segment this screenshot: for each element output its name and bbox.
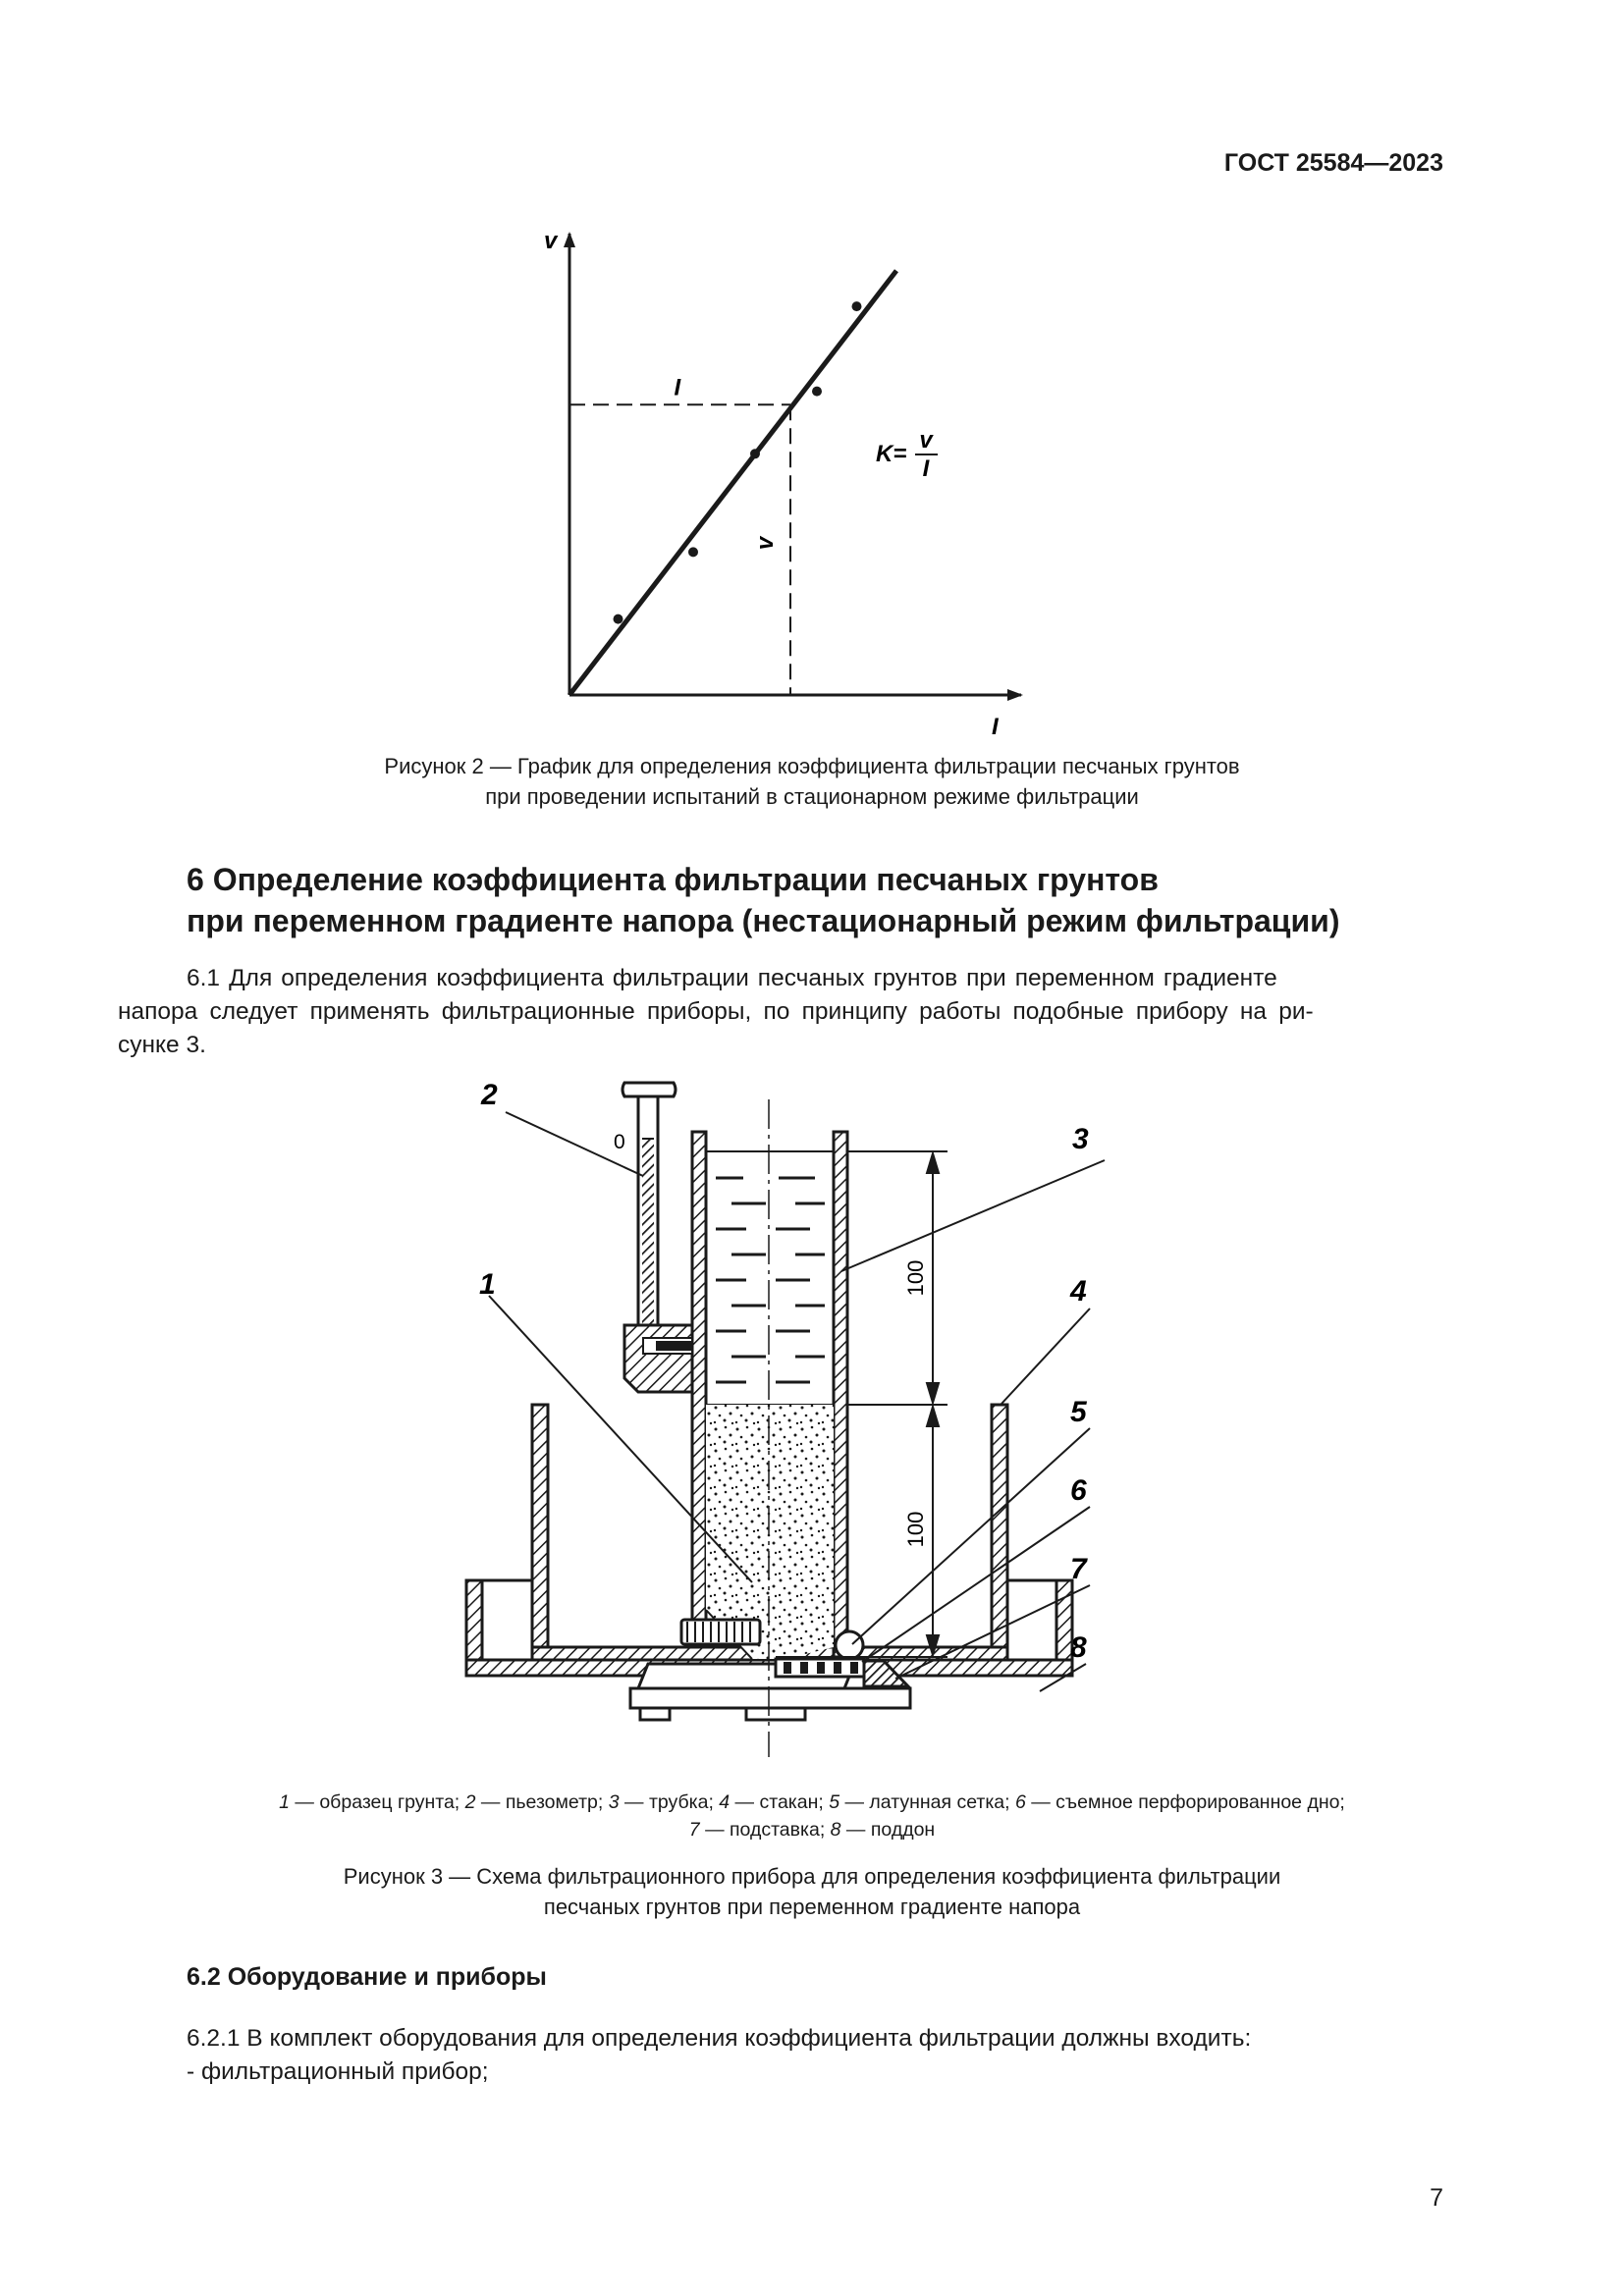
legend-text: — пьезометр; (475, 1791, 609, 1813)
section-6-title-line2: при переменном градиенте напора (нестационарный режим фильтрации) (187, 903, 1340, 938)
formula-numerator: v (919, 427, 933, 454)
legend-text: — стакан; (730, 1791, 830, 1813)
page-number: 7 (1430, 2184, 1443, 2212)
document-standard-number: ГОСТ 25584—2023 (1223, 149, 1443, 177)
figure-3-legend-line1 (118, 1789, 1506, 1816)
formula-denominator: I (922, 455, 930, 482)
legend-num: 1 (279, 1791, 290, 1813)
figure-3-legend (118, 1789, 1506, 1843)
callout-1: 1 (479, 1268, 496, 1301)
callout-6: 6 (1070, 1474, 1087, 1507)
callout-7: 7 (1070, 1553, 1087, 1585)
legend-text: — поддон (840, 1819, 936, 1841)
figure-2-caption-line1: Рисунок 2 — График для определения коэффициента фильтрации песчаных грунтов (384, 754, 1240, 778)
callout-8: 8 (1070, 1631, 1087, 1664)
x-axis-label: I (992, 714, 999, 740)
dimension-upper: 100 (903, 1259, 928, 1297)
figure-3-caption-line2: песчаных грунтов при переменном градиенте напора (543, 1895, 1081, 1919)
equipment-list-item: - фильтрационный прибор; (187, 2058, 489, 2085)
legend-text: — образец грунта; (290, 1791, 465, 1813)
callout-4: 4 (1070, 1275, 1087, 1308)
legend-num: 3 (608, 1791, 620, 1813)
stand-7 (630, 1661, 910, 1720)
legend-num: 7 (688, 1819, 700, 1841)
legend-text: — трубка; (619, 1791, 720, 1813)
paragraph-6-1-line3: сунке 3. (118, 1032, 206, 1058)
section-6-2-heading: 6.2 Оборудование и приборы (187, 1963, 547, 1991)
legend-num: 4 (719, 1791, 731, 1813)
callout-2: 2 (481, 1079, 498, 1111)
guide-horizontal-label: I (674, 374, 681, 401)
paragraph-6-1-line1: 6.1 Для определения коэффициента фильтрации песчаных грунтов при переменном градиенте (187, 965, 1277, 991)
callout-5: 5 (1070, 1396, 1087, 1428)
guide-vertical-label: v (752, 536, 779, 551)
callout-3: 3 (1072, 1123, 1089, 1155)
tube-3 (692, 1132, 847, 1659)
legend-num: 6 (1014, 1791, 1026, 1813)
legend-text: — подставка; (699, 1819, 831, 1841)
legend-num: 5 (829, 1791, 840, 1813)
dimensions (847, 1151, 947, 1657)
paragraph-6-1-line2: напора следует применять фильтрационные приборы, по принципу работы подобные прибору на ри- (118, 998, 1314, 1025)
water-dashes (716, 1178, 825, 1382)
figure-3-legend-line2 (118, 1816, 1506, 1843)
figure-2-caption-line2: при проведении испытаний в стационарном режиме фильтрации (485, 784, 1139, 809)
piezometer-zero-mark: 0 (614, 1131, 625, 1153)
dimension-lower: 100 (903, 1511, 928, 1548)
figure-3-caption (125, 1861, 1499, 1922)
figure-3-caption-line1: Рисунок 3 — Схема фильтрационного прибора для определения коэффициента фильтрации (343, 1864, 1281, 1889)
legend-text: — съемное перфорированное дно; (1025, 1791, 1345, 1813)
legend-text: — латунная сетка; (839, 1791, 1015, 1813)
piezometer-2 (623, 1083, 692, 1392)
paragraph-6-2-1: 6.2.1 В комплект оборудования для определения коэффициента фильтрации должны входить: (187, 2025, 1252, 2052)
tube-collar (681, 1620, 760, 1644)
legend-num: 8 (830, 1819, 841, 1841)
section-6-title-line1: 6 Определение коэффициента фильтрации песчаных грунтов (187, 862, 1159, 897)
formula-lhs: K= (876, 441, 907, 467)
y-axis-label: v (544, 228, 558, 254)
legend-num: 2 (464, 1791, 476, 1813)
